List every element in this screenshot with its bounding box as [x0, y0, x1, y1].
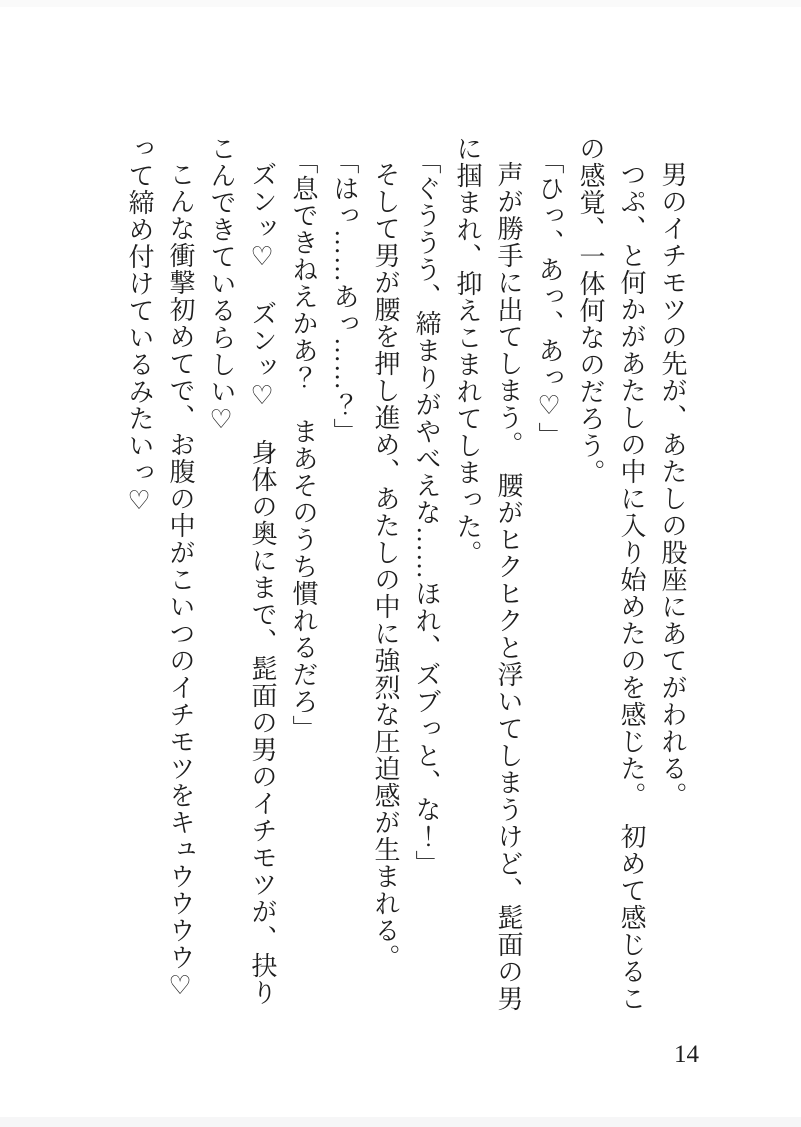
- text-line: 男のイチモツの先が、あたしの股座にあてがわれる。: [658, 161, 687, 809]
- text-line: 「ぐううう、締まりがやべえな……ほれ、ズブっと、な！」: [412, 148, 441, 877]
- text-line: に掴まれ、抑えこまれてしまった。: [453, 135, 482, 567]
- text-line: 声が勝手に出てしまう。 腰がヒクヒクと浮いてしまうけど、髭面の男: [494, 161, 523, 1012]
- text-line: そして男が腰を押し進め、あたしの中に強烈な圧迫感が生まれる。: [371, 161, 400, 971]
- text-line: こんな衝撃初めてで、お腹の中がこいつのイチモツをキュウウウウ♡: [166, 161, 195, 1002]
- text-line: ズンッ♡ ズンッ♡ 身体の奥にまで、髭面の男のイチモツが、抉り: [248, 161, 277, 1006]
- text-line: つぷ、と何かがあたしの中に入り始めたのを感じた。 初めて感じるこ: [617, 161, 646, 1012]
- text-line: 「はっ……あっ……？」: [330, 148, 359, 445]
- page-edge-bottom: [0, 1117, 801, 1127]
- text-line: 「ひっ、あっ、あっ♡」: [535, 148, 564, 449]
- text-line: 「息できねえかあ？ まあそのうち慣れるだろ」: [289, 148, 318, 742]
- text-line: こんできているらしい♡: [207, 135, 236, 436]
- page-number: 14: [674, 1041, 699, 1068]
- text-line: の感覚、一体何なのだろう。: [576, 135, 605, 486]
- page-edge-top: [0, 0, 801, 7]
- vertical-text-block: [119, 135, 693, 1012]
- text-line: って締め付けているみたいっ♡: [125, 135, 154, 517]
